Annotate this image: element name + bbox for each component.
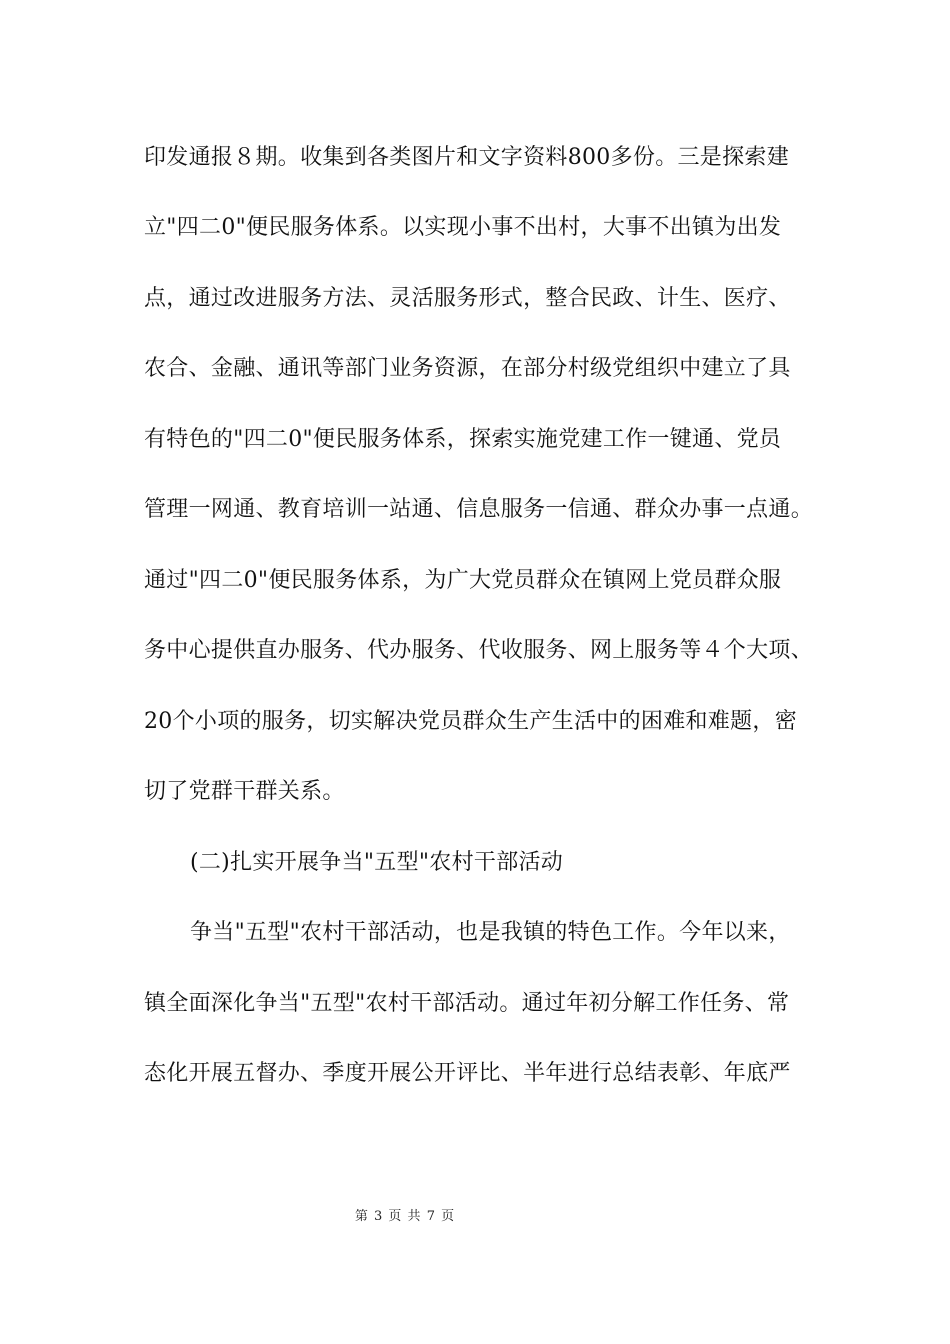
body-text-line: 争当"五型"农村干部活动，也是我镇的特色工作。今年以来，	[190, 920, 791, 945]
body-text-line: 印发通报８期。收集到各类图片和文字资料800多份。三是探索建	[144, 145, 789, 170]
body-text-line: 点，通过改进服务方法、灵活服务形式，整合民政、计生、医疗、	[144, 286, 791, 311]
section-heading: (二)扎实开展争当"五型"农村干部活动	[190, 850, 564, 875]
body-text-line: 态化开展五督办、季度开展公开评比、半年进行总结表彰、年底严	[144, 1061, 791, 1086]
body-text-line: 切了党群干群关系。	[144, 779, 345, 804]
body-text-line: 20个小项的服务，切实解决党员群众生产生活中的困难和难题，密	[144, 709, 797, 734]
body-text-line: 通过"四二0"便民服务体系，为广大党员群众在镇网上党员群众服	[144, 568, 782, 593]
body-text-line: 立"四二0"便民服务体系。以实现小事不出村，大事不出镇为出发	[144, 215, 782, 240]
body-text-line: 务中心提供直办服务、代办服务、代收服务、网上服务等４个大项、	[144, 638, 814, 663]
body-text-line: 管理一网通、教育培训一站通、信息服务一信通、群众办事一点通。	[144, 497, 814, 522]
body-text-line: 农合、金融、通讯等部门业务资源，在部分村级党组织中建立了具	[144, 356, 791, 381]
body-text-line: 有特色的"四二0"便民服务体系，探索实施党建工作一键通、党员	[144, 427, 782, 452]
body-text-line: 镇全面深化争当"五型"农村干部活动。通过年初分解工作任务、常	[144, 991, 790, 1016]
page-number-footer: 第 3 页 共 7 页	[354, 1209, 456, 1224]
